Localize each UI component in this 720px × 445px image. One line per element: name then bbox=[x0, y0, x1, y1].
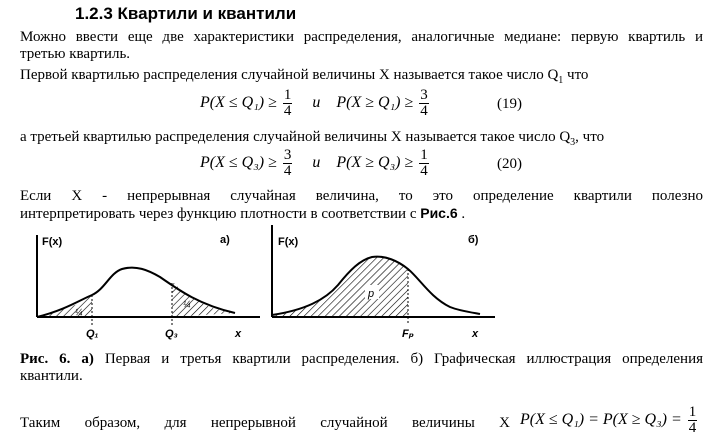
panel-a-ylabel: F(x) bbox=[42, 236, 63, 248]
panel-a-right-area: ¼ bbox=[183, 299, 191, 309]
eq20-right-num: 1 bbox=[420, 147, 428, 163]
final-num: 1 bbox=[688, 404, 697, 420]
density-text: интерпретировать через функцию плотности в соответствии с bbox=[20, 206, 421, 222]
caption-prefix: Рис. 6. bbox=[20, 351, 71, 367]
caption-rest: Первая и третья квартили распределения. б) Графическая иллюстрация определения bbox=[93, 351, 704, 367]
eq19-right-den: 4 bbox=[420, 103, 428, 119]
paragraph-conclusion: Таким образом, для непрерывной случайной величины X bbox=[20, 415, 510, 431]
equation-19-number: (19) bbox=[497, 96, 522, 112]
panel-b-area-label: p bbox=[368, 288, 375, 300]
panel-b-xlabel: x bbox=[472, 328, 479, 340]
def-subscript: 1 bbox=[558, 75, 564, 86]
equation-19 bbox=[200, 88, 429, 119]
eq20-conjunction: и bbox=[312, 154, 321, 172]
eq19-conjunction: и bbox=[312, 94, 321, 112]
def-suffix: что bbox=[563, 67, 589, 83]
panel-a-xlabel: x bbox=[235, 328, 242, 340]
def-text: Первой квартилью распределения случайной величины X называется такое число Q bbox=[20, 67, 559, 83]
figure-caption-line1 bbox=[20, 351, 703, 368]
eq20-left-den: 4 bbox=[283, 163, 292, 179]
def3-subscript: 3 bbox=[570, 137, 576, 148]
eq20-left: P(X ≤ Q₃) ≥ bbox=[200, 154, 277, 172]
eq19-left-num: 1 bbox=[283, 87, 292, 103]
panel-a-tag: а) bbox=[220, 234, 230, 246]
panel-a bbox=[37, 234, 260, 340]
eq19-left-den: 4 bbox=[283, 103, 292, 119]
paragraph-density-line1: Если X - непрерывная случайная величина, то это определение квартили полезно bbox=[20, 188, 703, 204]
eq19-right-num: 3 bbox=[420, 87, 428, 103]
eq19-left-fraction bbox=[283, 88, 293, 119]
final-expr: P(X ≤ Q₁) = P(X ≥ Q₃) = bbox=[520, 411, 682, 429]
def3-text: а третьей квартилью распределения случайной величины X называется такое число Q bbox=[20, 129, 571, 145]
eq19-right-fraction bbox=[419, 88, 429, 119]
panel-a-left-area: ¼ bbox=[75, 307, 83, 317]
equation-20-number: (20) bbox=[497, 156, 522, 172]
eq20-left-fraction bbox=[283, 148, 293, 179]
panel-a-q1-label: Q₁ bbox=[86, 328, 99, 340]
eq20-right-den: 4 bbox=[420, 163, 428, 179]
equation-final bbox=[520, 405, 697, 436]
paragraph-intro-line2: третью квартиль. bbox=[20, 46, 131, 62]
final-den: 4 bbox=[688, 420, 697, 436]
panel-b-quantile-label: Fₚ bbox=[402, 328, 414, 340]
figure-reference: Рис.6 bbox=[420, 205, 458, 221]
paragraph-first-quartile-def bbox=[20, 67, 588, 89]
paragraph-intro-line1: Можно ввести еще две характеристики распределения, аналогичные медиане: первую квартиль и bbox=[20, 29, 703, 45]
density-suffix: . bbox=[457, 206, 466, 222]
panel-b-tag: б) bbox=[468, 234, 479, 246]
caption-a: а) bbox=[81, 351, 94, 367]
panel-a-q3-label: Q₃ bbox=[165, 328, 178, 340]
eq20-left-num: 3 bbox=[283, 147, 292, 163]
eq20-right-fraction bbox=[419, 148, 429, 179]
paragraph-density-line2 bbox=[20, 205, 465, 223]
def3-suffix: , что bbox=[575, 129, 605, 145]
panel-b-area bbox=[272, 257, 408, 317]
eq19-left: P(X ≤ Q₁) ≥ bbox=[200, 94, 277, 112]
figure-6 bbox=[20, 225, 710, 345]
figure-caption-line2: квантили. bbox=[20, 368, 83, 384]
panel-b bbox=[272, 225, 495, 340]
eq19-right: P(X ≥ Q₁) ≥ bbox=[336, 94, 414, 112]
panel-b-ylabel: F(x) bbox=[278, 236, 299, 248]
equation-20 bbox=[200, 148, 429, 179]
final-fraction bbox=[688, 405, 698, 436]
eq20-right: P(X ≥ Q₃) ≥ bbox=[336, 154, 414, 172]
section-heading: 1.2.3 Квартили и квантили bbox=[75, 4, 297, 23]
